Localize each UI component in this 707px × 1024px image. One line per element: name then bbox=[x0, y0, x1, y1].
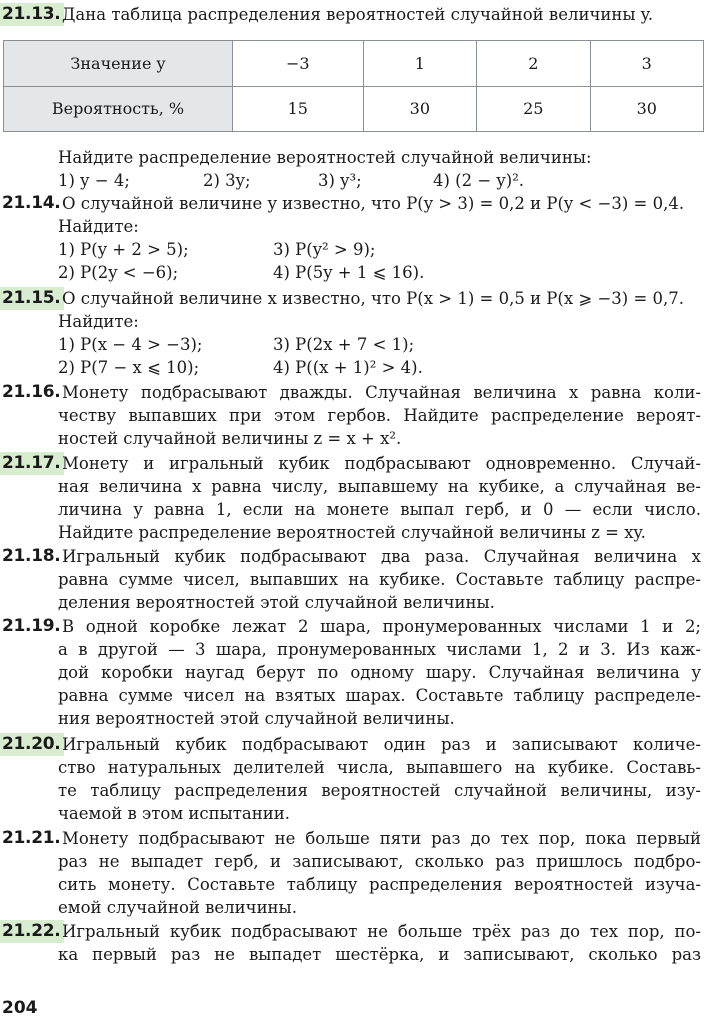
exercise-number: 21.17. bbox=[0, 452, 64, 475]
exercise-number: 21.22. bbox=[0, 920, 64, 943]
exercise-text: дой коробки наугад берут по одному шару. Случайная величина y bbox=[58, 663, 701, 682]
option: 3) P(2x + 7 < 1); bbox=[273, 335, 415, 354]
exercise-text: О случайной величине y известно, что P(y > 3) = 0,2 и P(y < −3) = 0,4. bbox=[62, 194, 685, 213]
option: 4) P(5y + 1 ⩽ 16). bbox=[273, 263, 425, 282]
option: 2) P(2y < −6); bbox=[58, 263, 179, 282]
exercise-text: Найдите: bbox=[58, 312, 139, 331]
exercise-text: ная величина x равна числу, выпавшему на кубике, а случайная ве- bbox=[58, 477, 701, 496]
exercise-text: ство натуральных делителей числа, выпавшего на кубике. Составь- bbox=[58, 758, 701, 777]
exercise-text: Игральный кубик подбрасывают один раз и записывают количе- bbox=[62, 735, 701, 754]
answer-options bbox=[58, 238, 701, 261]
exercise-text: ния вероятностей этой случайной величины. bbox=[58, 709, 455, 728]
exercise-text: те таблицу распределения вероятностей случайной величины, изу- bbox=[58, 781, 701, 800]
exercise-text: Монету и игральный кубик подбрасывают одновременно. Случай- bbox=[62, 454, 701, 473]
option: 1) P(x − 4 > −3); bbox=[58, 335, 203, 354]
exercise-text: емой случайной величины. bbox=[58, 898, 297, 917]
table-cell: 2 bbox=[477, 41, 590, 87]
option: 3) P(y² > 9); bbox=[273, 240, 376, 259]
table-row bbox=[4, 41, 704, 87]
answer-options bbox=[58, 169, 701, 192]
exercise-text: честву выпавших при этом гербов. Найдите распределение вероят- bbox=[58, 406, 701, 425]
exercise-text: Игральный кубик подбрасывают не больше трёх раз до тех пор, по- bbox=[62, 922, 701, 941]
table-cell: −3 bbox=[233, 41, 364, 87]
answer-options bbox=[58, 356, 701, 379]
exercise-text: раз не выпадет герб, и записывают, сколько раз пришлось подбро- bbox=[58, 852, 701, 871]
exercise-text: а в другой — 3 шара, пронумерованных числами 1, 2 и 3. Из каж- bbox=[58, 640, 701, 659]
page-number: 204 bbox=[2, 998, 38, 1018]
table-cell: Вероятность, % bbox=[4, 86, 233, 132]
table-cell: Значение y bbox=[4, 41, 233, 87]
table-cell: 25 bbox=[477, 86, 590, 132]
answer-options bbox=[58, 333, 701, 356]
table-cell: 15 bbox=[233, 86, 364, 132]
exercise-number: 21.18. bbox=[2, 546, 61, 566]
exercise-text: Игральный кубик подбрасывают два раза. Случайная величина x bbox=[62, 547, 701, 566]
table-row bbox=[4, 86, 704, 132]
exercise-text: Монету подбрасывают дважды. Случайная величина x равна коли- bbox=[62, 383, 701, 402]
exercise-text: О случайной величине x известно, что P(x > 1) = 0,5 и P(x ⩾ −3) = 0,7. bbox=[62, 289, 685, 308]
exercise-number: 21.19. bbox=[2, 616, 61, 636]
exercise-number: 21.16. bbox=[2, 382, 61, 402]
distribution-table bbox=[3, 40, 704, 132]
exercise-text: Найдите: bbox=[58, 217, 139, 236]
exercise-text: личина y равна 1, если на монете выпал герб, и 0 — если число. bbox=[58, 500, 701, 519]
option: 2) P(7 − x ⩽ 10); bbox=[58, 358, 200, 377]
exercise-text: Найдите распределение вероятностей случайной величины z = xy. bbox=[58, 523, 646, 542]
option: 2) 3y; bbox=[203, 171, 251, 190]
exercise-number: 21.15. bbox=[0, 287, 64, 310]
option: 1) P(y + 2 > 5); bbox=[58, 240, 189, 259]
exercise-text: ностей случайной величины z = x + x². bbox=[58, 429, 402, 448]
exercise-text: В одной коробке лежат 2 шара, пронумерованных числами 1 и 2; bbox=[62, 617, 701, 636]
exercise-text: Монету подбрасывают не больше пяти раз до тех пор, пока первый bbox=[62, 829, 701, 848]
exercise-text: Дана таблица распределения вероятностей случайной величины y. bbox=[62, 5, 654, 24]
table-cell: 1 bbox=[363, 41, 476, 87]
option: 4) P((x + 1)² > 4). bbox=[273, 358, 423, 377]
exercise-number: 21.14. bbox=[2, 193, 61, 213]
option: 3) y³; bbox=[318, 171, 362, 190]
table-cell: 3 bbox=[590, 41, 703, 87]
exercise-text: равна сумме чисел, выпавших на кубике. Составьте таблицу распре- bbox=[58, 570, 701, 589]
table-cell: 30 bbox=[363, 86, 476, 132]
exercise-text: деления вероятностей этой случайной величины. bbox=[58, 593, 495, 612]
answer-options bbox=[58, 261, 701, 284]
exercise-text: сить монету. Составьте таблицу распределения вероятностей изуча- bbox=[58, 875, 701, 894]
exercise-text: Найдите распределение вероятностей случайной величины: bbox=[58, 148, 592, 167]
table-cell: 30 bbox=[590, 86, 703, 132]
exercise-number: 21.13. bbox=[0, 3, 64, 26]
exercise-text: ка первый раз не выпадет шестёрка, и записывают, сколько раз bbox=[58, 945, 701, 964]
exercise-text: чаемой в этом испытании. bbox=[58, 804, 291, 823]
exercise-number: 21.21. bbox=[2, 828, 61, 848]
option: 1) y − 4; bbox=[58, 171, 130, 190]
option: 4) (2 − y)². bbox=[433, 171, 525, 190]
exercise-text: равна сумме чисел на взятых шарах. Составьте таблицу распределе- bbox=[58, 686, 701, 705]
exercise-number: 21.20. bbox=[0, 733, 64, 756]
